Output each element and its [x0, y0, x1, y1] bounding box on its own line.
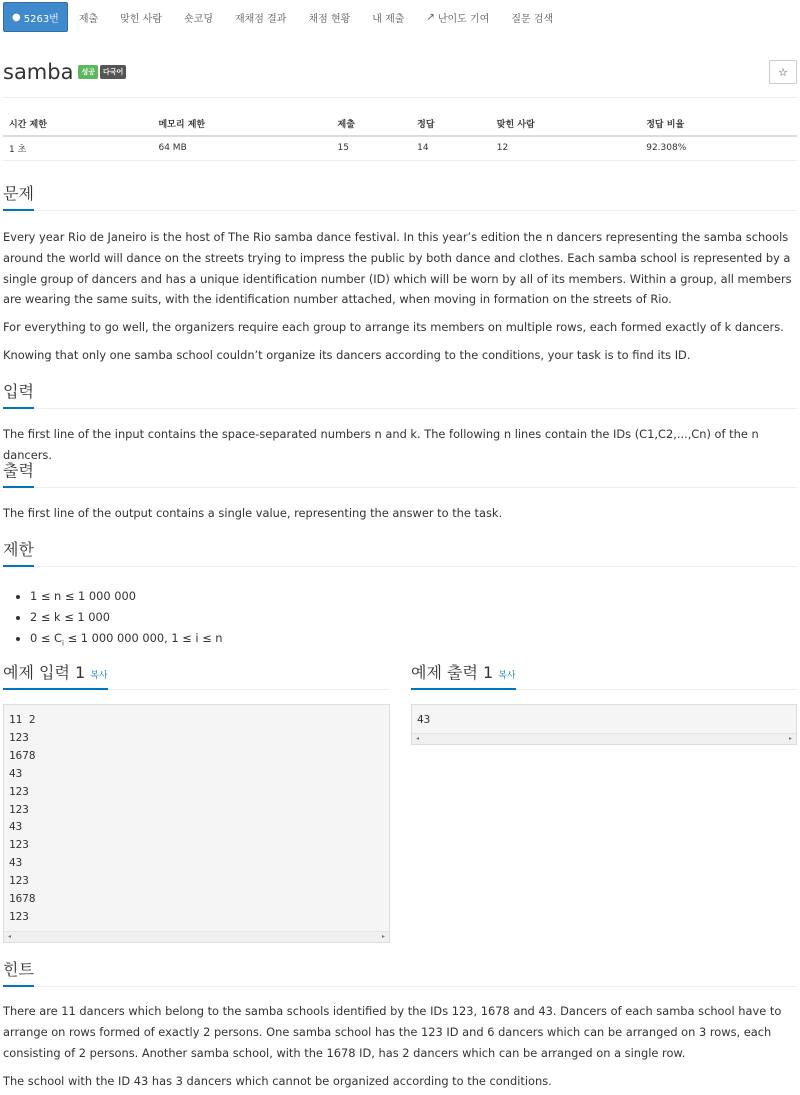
- limits-section-header: [3, 537, 797, 567]
- tab-my-submissions[interactable]: 내 제출: [372, 13, 405, 25]
- header-submissions: 제출: [332, 112, 412, 136]
- sample-output-title-wrap: [411, 660, 516, 690]
- scroll-right-icon[interactable]: ▸: [381, 933, 385, 940]
- input-description: The first line of the input contains the space-separated numbers n and k. The following n lines contain the IDs (C1,C2,...,Cn) of the n dancers.: [3, 427, 759, 462]
- table-header-row: [3, 112, 797, 136]
- page-title: samba: [3, 60, 74, 84]
- ratio-value: 92.308%: [640, 136, 797, 160]
- problem-description-3: Knowing that only one samba school couldn’t organize its dancers according to the conditions, your task is to find its ID.: [3, 348, 691, 362]
- sample-input-box[interactable]: [3, 704, 390, 943]
- header-memory-limit: 메모리 제한: [152, 112, 331, 136]
- tab-problem-label: 5263번: [23, 13, 59, 25]
- limit-prefix: 0 ≤ C: [30, 631, 62, 645]
- header-accepted: 정답: [411, 112, 491, 136]
- tab-short-coding[interactable]: 숏코딩: [184, 13, 213, 25]
- sample-output-header: [411, 660, 797, 690]
- copy-output-button[interactable]: 복사: [498, 671, 516, 681]
- header-solved-users: 맞힌 사람: [491, 112, 640, 136]
- hint-paragraph-2: The school with the ID 43 has 3 dancers which cannot be organized according to the conditions.: [3, 1074, 552, 1088]
- problem-section-header: [3, 181, 797, 211]
- sample-input-title: 예제 입력 1: [3, 663, 86, 682]
- limit-subscript: i: [62, 639, 64, 648]
- table-row: [3, 136, 797, 160]
- problem-description-1: Every year Rio de Janeiro is the host of The Rio samba dance festival. In this year’s edition the n dancers representing the samba schools around the world will dance on the streets trying to impress the public by both dance and clothes. Each samba school is represented by a single group of dancers and has a unique identification number (ID) which will be worn by all of its members. Within a group, all members are wearing the same suits, with the identification number attached, when moving in formation on the streets of Rio.: [3, 230, 792, 307]
- list-item: • 2 ≤ k ≤ 1 000: [30, 607, 223, 628]
- header-ratio: 정답 비율: [640, 112, 797, 136]
- horizontal-scrollbar[interactable]: [4, 931, 389, 942]
- horizontal-scrollbar[interactable]: [412, 733, 796, 744]
- output-section-title: 출력: [3, 458, 34, 488]
- input-section-title: 입력: [3, 379, 34, 409]
- time-limit-value: 1 초: [3, 136, 152, 160]
- tab-difficulty-label: 난이도 기여: [437, 13, 490, 25]
- title-divider: [3, 97, 797, 98]
- sample-output-title: 예제 출력 1: [411, 663, 494, 682]
- sample-input-title-wrap: [3, 660, 108, 690]
- input-section-header: [3, 379, 797, 409]
- scroll-right-icon[interactable]: ▸: [788, 735, 792, 742]
- tab-solved-users[interactable]: 맞힌 사람: [120, 13, 162, 25]
- problem-nav-tabs: [3, 2, 564, 32]
- list-item: [30, 628, 223, 654]
- scroll-left-icon[interactable]: ◂: [8, 933, 12, 940]
- limits-section-title: 제한: [3, 537, 34, 567]
- sample-output-content: 43: [417, 713, 431, 726]
- sample-output-box[interactable]: [411, 704, 797, 745]
- star-icon: ☆: [778, 65, 788, 79]
- memory-limit-value: 64 MB: [152, 136, 331, 160]
- output-section-header: [3, 458, 797, 488]
- sample-input-content: 11 2 123 1678 43 123 123 43 123 43 123 1678 123: [9, 713, 36, 923]
- limits-list: [30, 586, 223, 654]
- problem-title-row: [3, 60, 126, 84]
- multilang-badge: 다국어: [100, 65, 126, 79]
- problem-info-table: [3, 112, 797, 161]
- problem-section-title: 문제: [3, 181, 34, 211]
- favorite-button[interactable]: [769, 60, 797, 84]
- tab-status[interactable]: 채점 현황: [308, 13, 351, 25]
- solved-users-value: 12: [491, 136, 640, 160]
- tab-difficulty[interactable]: [415, 2, 500, 32]
- list-item: • 1 ≤ n ≤ 1 000 000: [30, 586, 223, 607]
- external-link-icon: ↗: [426, 11, 435, 23]
- copy-input-button[interactable]: 복사: [90, 671, 108, 681]
- hint-section-header: [3, 957, 797, 987]
- hint-paragraph-1: There are 11 dancers which belong to the samba schools identified by the IDs 123, 1678 and 43. Dancers of each samba school have to arrange on rows formed of exactly 2 persons. One samba school has the 123 ID and 6 dancers which can be arranged on 3 rows, each consisting of 2 persons. Another samba school, with the 1678 ID, has 2 dancers which can be arranged on a single row.: [3, 1004, 782, 1060]
- tab-rejudge-results[interactable]: 재채점 결과: [234, 13, 287, 25]
- success-badge: 성공: [78, 65, 98, 79]
- limit-suffix: ≤ 1 000 000 000, 1 ≤ i ≤ n: [63, 631, 223, 645]
- problem-icon: ●: [12, 11, 21, 23]
- header-time-limit: 시간 제한: [3, 112, 152, 136]
- accepted-value: 14: [411, 136, 491, 160]
- hint-section-title: 힌트: [3, 957, 34, 987]
- problem-description-2: For everything to go well, the organizers require each group to arrange its members on multiple rows, each formed exactly of k dancers.: [3, 320, 784, 334]
- tab-question-search[interactable]: 질문 검색: [511, 13, 554, 25]
- tab-problem[interactable]: [3, 2, 68, 32]
- scroll-left-icon[interactable]: ◂: [416, 735, 420, 742]
- sample-input-header: [3, 660, 389, 690]
- output-description: The first line of the output contains a single value, representing the answer to the task.: [3, 506, 503, 520]
- tab-submit[interactable]: 제출: [78, 13, 99, 25]
- submissions-value: 15: [332, 136, 412, 160]
